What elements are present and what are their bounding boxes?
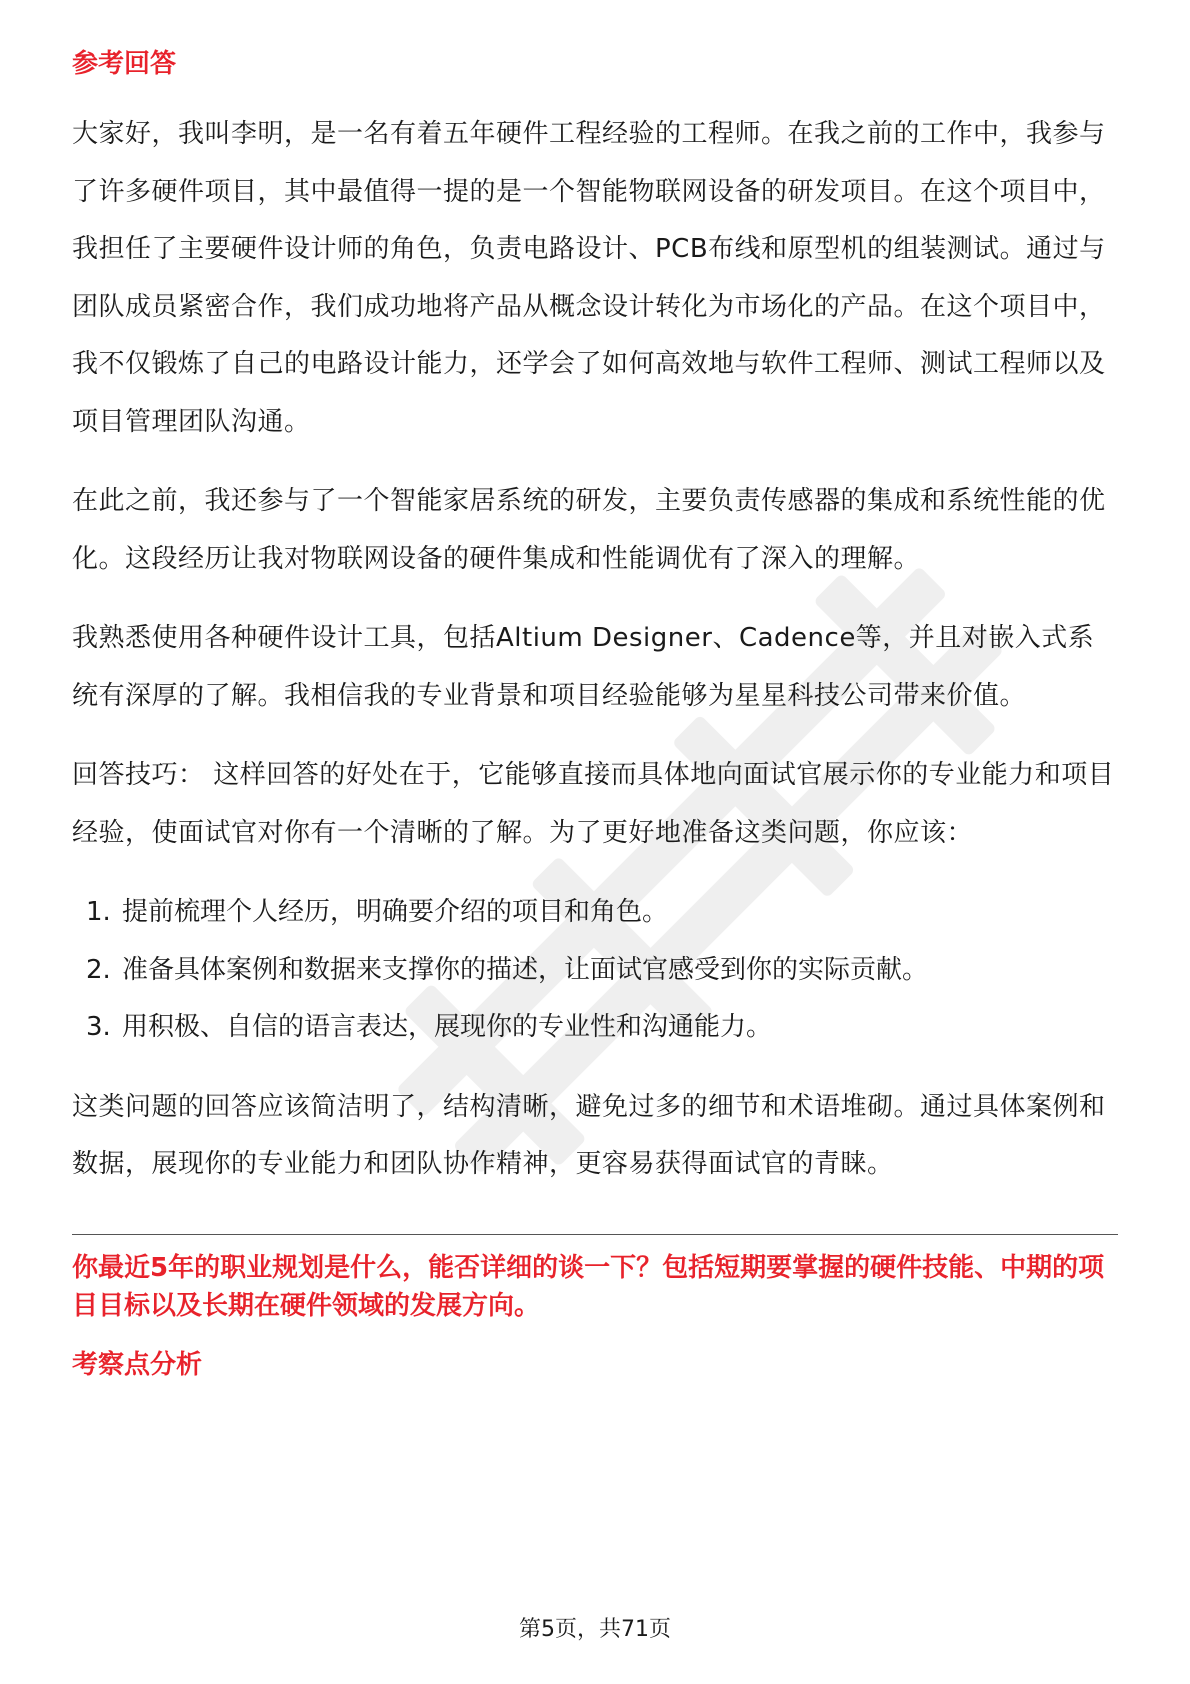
- list-item: [72, 884, 1118, 942]
- answer-paragraph-2: 在此之前，我还参与了一个智能家居系统的研发，主要负责传感器的集成和系统性能的优化。这段经历让我对物联网设备的硬件集成和性能调优有了深入的理解。: [72, 486, 1106, 574]
- page-footer: 第5页，共71页: [519, 1617, 671, 1642]
- document-page: [72, 44, 1118, 1385]
- tips-list: [72, 884, 1118, 1057]
- list-item: [72, 999, 1118, 1057]
- answer-paragraph-1: 大家好，我叫李明，是一名有着五年硬件工程经验的工程师。在我之前的工作中，我参与了许多硬件项目，其中最值得一提的是一个智能物联网设备的研发项目。在这个项目中，我担任了主要硬件设计师的角色，负责电路设计、PCB布线和原型机的组装测试。通过与团队成员紧密合作，我们成功地将产品从概念设计转化为市场化的产品。在这个项目中，我不仅锻炼了自己的电路设计能力，还学会了如何高效地与软件工程师、测试工程师以及项目管理团队沟通。: [72, 119, 1106, 437]
- list-item-text: 准备具体案例和数据来支撑你的描述，让面试官感受到你的实际贡献。: [122, 954, 929, 985]
- list-item: [72, 942, 1118, 1000]
- next-question: 你最近5年的职业规划是什么，能否详细的谈一下？包括短期要掌握的硬件技能、中期的项目目标以及长期在硬件领域的发展方向。: [72, 1252, 1105, 1321]
- list-item-number: 3.: [86, 1012, 111, 1042]
- list-item-text: 提前梳理个人经历，明确要介绍的项目和角色。: [122, 897, 669, 927]
- list-item-text: 用积极、自信的语言表达，展现你的专业性和沟通能力。: [122, 1012, 773, 1042]
- closing-paragraph: 这类问题的回答应该简洁明了，结构清晰，避免过多的细节和术语堆砌。通过具体案例和数据，展现你的专业能力和团队协作精神，更容易获得面试官的青睐。: [72, 1091, 1106, 1179]
- list-item-number: 2.: [86, 954, 111, 985]
- section-heading-reference-answer: 参考回答: [72, 49, 177, 79]
- answer-tips-paragraph: 回答技巧： 这样回答的好处在于，它能够直接而具体地向面试官展示你的专业能力和项目经验，使面试官对你有一个清晰的了解。为了更好地准备这类问题，你应该：: [72, 760, 1115, 848]
- list-item-number: 1.: [86, 897, 111, 927]
- section-heading-analysis: 考察点分析: [72, 1349, 203, 1380]
- answer-paragraph-3: 我熟悉使用各种硬件设计工具，包括Altium Designer、Cadence等，并且对嵌入式系统有深厚的了解。我相信我的专业背景和项目经验能够为星星科技公司带来价值。: [72, 623, 1095, 711]
